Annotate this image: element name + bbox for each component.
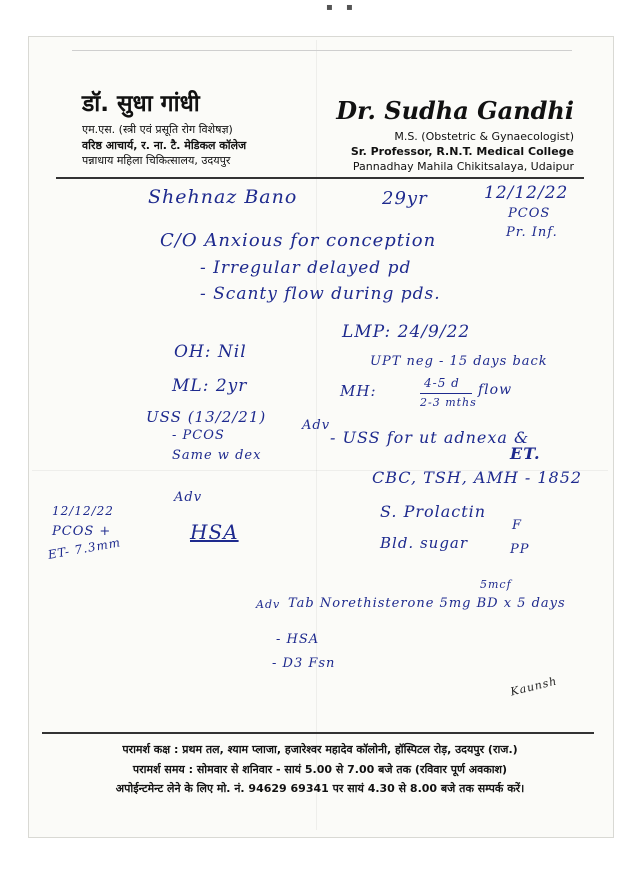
advice-blood-tests: CBC, TSH, AMH - 1852 xyxy=(372,468,583,487)
followup-hsa: - HSA xyxy=(276,632,320,647)
paper-fold xyxy=(316,40,317,830)
ultrasound-date: USS (13/2/21) xyxy=(146,408,267,426)
menstrual-cycle: 2-3 mths xyxy=(420,396,477,409)
complaint-line-3: - Scanty flow during pds. xyxy=(200,284,441,304)
side-note-pcos: PCOS + xyxy=(52,524,112,539)
footer-divider xyxy=(42,732,594,734)
consultation-address: परामर्श कक्ष : प्रथम तल, श्याम प्लाजा, हजारेश्वर महादेव कॉलोनी, हॉस्पिटल रोड़, उदयपुर (राज.) xyxy=(122,743,518,756)
side-note-et: ET- 7.3mm xyxy=(46,535,123,562)
treatment-advice-label: Adv xyxy=(256,598,281,611)
fraction-line xyxy=(420,393,472,394)
advice-ultrasound: - USS for ut adnexa & xyxy=(330,428,530,447)
last-menstrual-period: LMP: 24/9/22 xyxy=(342,322,471,342)
followup-d3: - D3 Fsn xyxy=(272,656,336,671)
side-note-date: 12/12/22 xyxy=(52,504,114,518)
qualification-hindi: एम.एस. (स्त्री एवं प्रसूति रोग विशेषज्ञ) xyxy=(82,123,233,136)
advice-label: Adv xyxy=(302,418,331,433)
consultation-timing: परामर्श समय : सोमवार से शनिवार - सायं 5.00 से 7.00 बजे तक (रविवार पूर्ण अवकाश) xyxy=(132,763,508,776)
doctor-signature: Kaunsh xyxy=(509,674,559,699)
header-divider xyxy=(56,177,584,179)
advice-endometrial-thickness: ET. xyxy=(510,444,541,463)
top-edge-line xyxy=(72,50,572,51)
ultrasound-result: - PCOS xyxy=(172,428,225,443)
scan-speck: ▪ xyxy=(326,2,333,13)
designation-hindi: वरिष्ठ आचार्य, र. ना. टै. मेडिकल कॉलेज xyxy=(82,139,247,152)
advice-label-2: Adv xyxy=(174,490,203,505)
dose-note: 5mcf xyxy=(480,578,512,591)
advice-prolactin: S. Prolactin xyxy=(380,502,487,521)
blood-sugar-fasting: F xyxy=(512,518,523,533)
hospital-english: Pannadhay Mahila Chikitsalaya, Udaipur xyxy=(352,160,574,173)
menstrual-duration: 4-5 d xyxy=(424,376,460,390)
scan-speck: ▪ xyxy=(346,2,353,13)
obstetric-history: OH: Nil xyxy=(174,342,247,362)
complaint-line-2: - Irregular delayed pd xyxy=(200,258,412,278)
ultrasound-note: Same w dex xyxy=(172,448,262,463)
hospital-hindi: पन्नाधाय महिला चिकित्सालय, उदयपुर xyxy=(82,154,231,167)
doctor-name-english: Dr. Sudha Gandhi xyxy=(336,96,574,125)
blood-sugar-postprandial: PP xyxy=(510,542,530,557)
appointment-contact: अपोईन्टमेन्ट लेने के लिए मो. नं. 94629 69341 पर सायं 4.30 से 8.00 बजे तक सम्पर्क करें। xyxy=(115,782,525,795)
menstrual-history-label: MH: xyxy=(340,382,377,400)
advice-blood-sugar: Bld. sugar xyxy=(380,534,469,552)
complaint-line-1: C/O Anxious for conception xyxy=(160,230,437,251)
qualification-english: M.S. (Obstetric & Gynaecologist) xyxy=(394,130,574,143)
designation-english: Sr. Professor, R.N.T. Medical College xyxy=(350,145,574,158)
patient-name: Shehnaz Bano xyxy=(148,186,298,208)
patient-age: 29yr xyxy=(382,188,428,209)
tag-pcos: PCOS xyxy=(508,206,551,221)
upt-result: UPT neg - 15 days back xyxy=(370,354,548,369)
treatment-tablet: Tab Norethisterone 5mg BD x 5 days xyxy=(288,596,566,611)
menstrual-flow: flow xyxy=(478,382,513,398)
visit-date: 12/12/22 xyxy=(484,183,569,203)
doctor-name-hindi: डॉ. सुधा गांधी xyxy=(82,91,200,117)
marital-life: ML: 2yr xyxy=(172,376,248,396)
advice-hsa: HSA xyxy=(190,520,239,544)
tag-primary-infertility: Pr. Inf. xyxy=(506,225,558,240)
